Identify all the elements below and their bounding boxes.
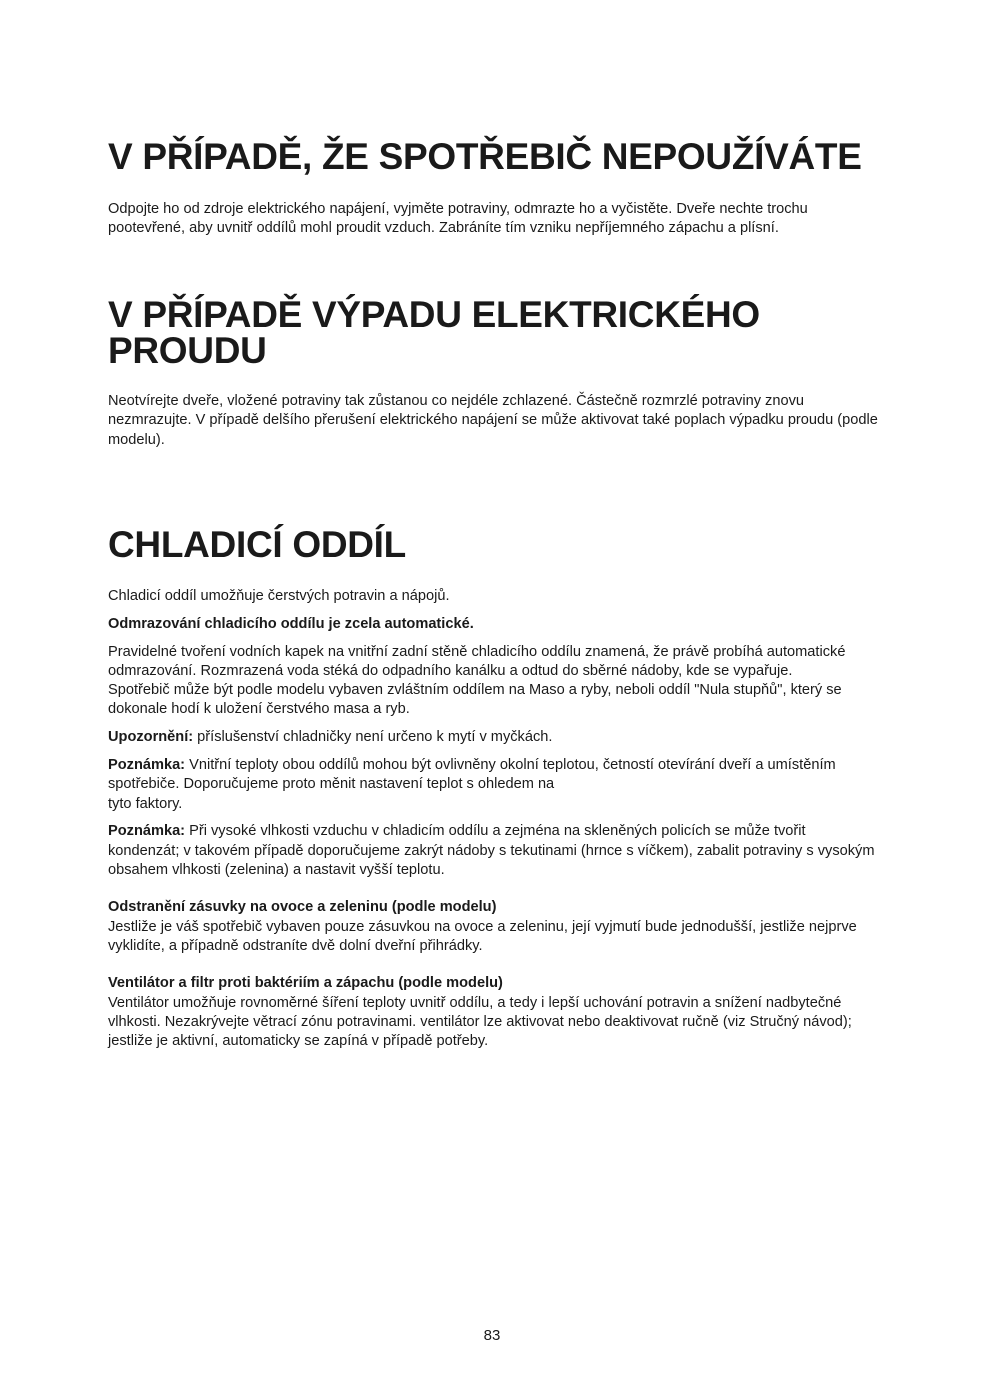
section-body-unused-appliance: Odpojte ho od zdroje elektrického napájení, vyjměte potraviny, odmrazte ho a vyčistěte. Dveře nechte trochu pootevřené, aby uvnitř oddílů mohl proudit vzduch. Zabráníte tím vzniku nepříjemného zápachu a plísní. <box>108 201 808 237</box>
page-number: 83 <box>483 1327 501 1344</box>
drawer-text: Jestliže je váš spotřebič vybaven pouze zásuvkou na ovoce a zeleninu, její vyjmutí bude jednodušší, jestliže nejprve vyklidíte, a případně odstraníte dvě dolní dveřní přihrádky. <box>108 918 857 954</box>
meat-fish-text: Spotřebič může být podle modelu vybaven zvláštním oddílem na Maso a ryby, neboli oddíl "Nula stupňů", který se dokonale hodí k uložení čerstvého masa a ryb. <box>108 682 842 718</box>
drawer-heading: Odstranění zásuvky na ovoce a zeleninu (podle modelu) <box>108 899 497 916</box>
section-title-line: PROUDU <box>108 330 267 371</box>
section-title-power-outage <box>108 294 760 371</box>
fan-paragraph <box>108 974 878 1051</box>
section-title-line: V PŘÍPADĚ VÝPADU ELEKTRICKÉHO <box>108 294 760 335</box>
warning-label: Upozornění: <box>108 729 194 746</box>
fan-heading: Ventilátor a filtr proti baktériím a zápachu (podle modelu) <box>108 975 503 992</box>
fridge-intro: Chladicí oddíl umožňuje čerstvých potravin a nápojů. <box>108 588 450 604</box>
note-label: Poznámka: <box>108 757 186 774</box>
defrost-heading: Odmrazování chladicího oddílu je zcela automatické. <box>108 615 474 632</box>
fan-text: Ventilátor umožňuje rovnoměrné šíření teploty uvnitř oddílu, a tedy i lepší uchování potravin a snížení nadbytečné vlhkosti. Nezakrývejte větrací zónu potravinami. ventilátor lze aktivovat nebo deaktivovat ručně (viz Stručný návod); jestliže je aktivní, automaticky se zapíná v případě potřeby. <box>108 994 852 1050</box>
note-label: Poznámka: <box>108 823 186 840</box>
warning-paragraph: Upozornění: příslušenství chladničky není určeno k mytí v myčkách. <box>108 729 553 746</box>
defrost-text: Pravidelné tvoření vodních kapek na vnitřní zadní stěně chladicího oddílu znamená, že právě probíhá automatické odmrazování. Rozmrazená voda stéká do odpadního kanálku a odtud do sběrné nádoby, kde se vypařuje. <box>108 643 846 679</box>
note-paragraph: Poznámka: Při vysoké vlhkosti vzduchu v chladicím oddílu a zejména na skleněných policích se může tvořit kondenzát; v takovém případě doporučujeme zakrýt nádoby s tekutinami (hrnce s víčkem), zabalit potraviny s vysokým obsahem vlhkosti (zelenina) a nastavit vyšší teplotu. <box>108 823 875 879</box>
drawer-paragraph <box>108 898 878 956</box>
section-body-power-outage: Neotvírejte dveře, vložené potraviny tak zůstanou co nejdéle zchlazené. Částečně rozmrzlé potraviny znovu nezmrazujte. V případě delšího přerušení elektrického napájení se může aktivovat také poplach výpadku proudu (podle modelu). <box>108 393 878 448</box>
section-title-fridge-compartment: CHLADICÍ ODDÍL <box>108 524 406 565</box>
section-body-fridge-compartment <box>108 587 878 1060</box>
section-title-unused-appliance: V PŘÍPADĚ, ŽE SPOTŘEBIČ NEPOUŽÍVÁTE <box>108 136 862 177</box>
note-paragraph: Poznámka: Vnitřní teploty obou oddílů mohou být ovlivněny okolní teplotou, četností otevírání dveří a umístěním spotřebiče. Doporučujeme proto měnit nastavení teplot s ohledem na tyto faktory. <box>108 757 836 812</box>
